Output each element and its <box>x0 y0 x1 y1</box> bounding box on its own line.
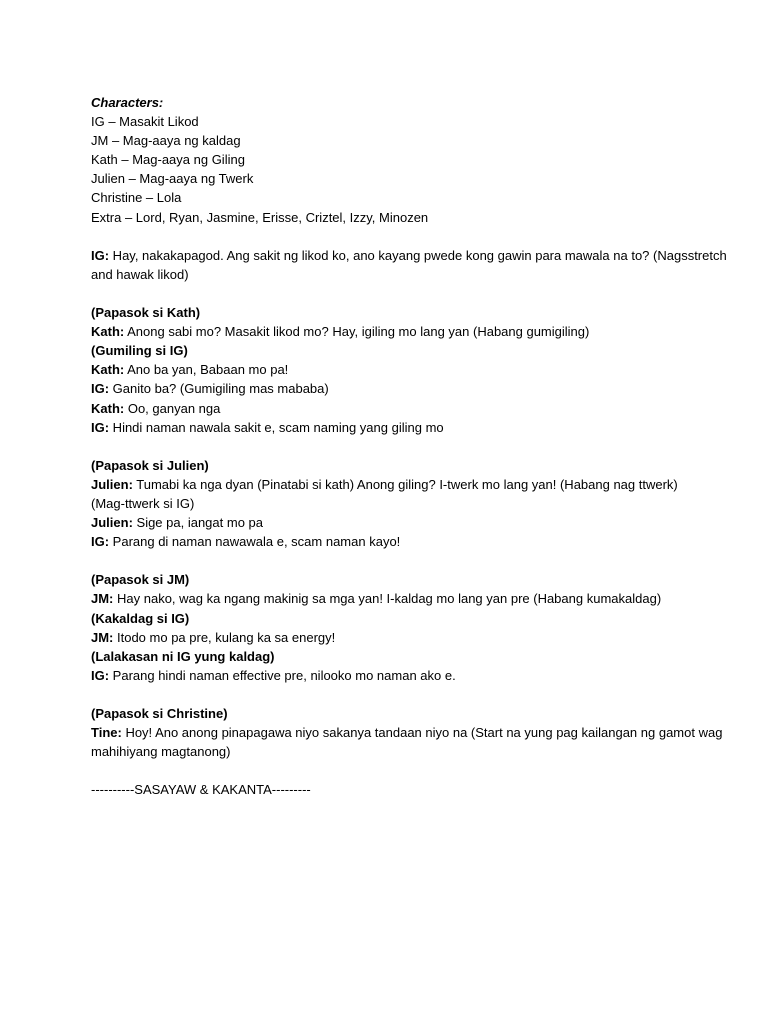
dialogue-line <box>91 666 731 685</box>
dialogue-text: Hay, nakakapagod. Ang sakit ng likod ko, ano kayang pwede kong gawin para mawala na to? (Nagsstretch and hawak likod) <box>91 247 727 282</box>
stage-direction: (Gumiling si IG) <box>91 343 188 359</box>
dialogue-line <box>91 399 731 418</box>
spacer <box>91 284 731 303</box>
character-entry: Kath – Mag-aaya ng Giling <box>91 152 245 168</box>
dialogue-line <box>91 246 731 284</box>
stage-direction: (Papasok si JM) <box>91 572 190 588</box>
speaker-name: IG: <box>91 419 110 435</box>
speaker-name: Julien: <box>91 476 133 492</box>
character-list <box>91 112 731 227</box>
speaker-name: Kath: <box>91 324 125 340</box>
dialogue-line <box>91 418 731 437</box>
dialogue-line <box>91 475 731 494</box>
stage-direction: (Papasok si Christine) <box>91 706 228 721</box>
speaker-name: IG: <box>91 534 110 550</box>
dialogue-text: Oo, ganyan nga <box>124 400 221 416</box>
speaker-name: JM: <box>91 591 114 607</box>
character-entry: Julien – Mag-aaya ng Twerk <box>91 171 254 187</box>
dialogue-line <box>91 513 731 532</box>
dialogue-line <box>91 628 731 647</box>
speaker-name: Julien: <box>91 515 133 531</box>
dialogue-line <box>91 379 731 398</box>
dialogue-line <box>91 532 731 551</box>
character-entry: JM – Mag-aaya ng kaldag <box>91 133 241 149</box>
dialogue-line <box>91 322 731 341</box>
characters-heading: Characters: <box>91 95 164 110</box>
dialogue-text: Hoy! Ano anong pinapagawa niyo sakanya tandaan niyo na (Start na yung pag kailangan ng gamot wag mahihiyang magtanong) <box>91 725 723 760</box>
spacer <box>91 551 731 570</box>
document-page <box>91 93 731 799</box>
dialogue-text: Anong sabi mo? Masakit likod mo? Hay, igiling mo lang yan (Habang gumigiling) <box>124 324 590 340</box>
dialogue-text: Parang hindi naman effective pre, nilooko mo naman ako e. <box>109 667 456 683</box>
dialogue-text: Ganito ba? (Gumigiling mas mababa) <box>109 381 329 397</box>
stage-direction: (Kakaldag si IG) <box>91 610 190 626</box>
speaker-name: Kath: <box>91 362 125 378</box>
stage-direction: (Lalakasan ni IG yung kaldag) <box>91 648 275 664</box>
speaker-name: Kath: <box>91 400 125 416</box>
speaker-name: Tine: <box>91 725 122 741</box>
dialogue-text: Sige pa, iangat mo pa <box>132 515 263 531</box>
spacer <box>91 437 731 456</box>
speaker-name: JM: <box>91 629 114 645</box>
stage-direction: (Papasok si Kath) <box>91 305 201 321</box>
dialogue-text: Itodo mo pa pre, kulang ka sa energy! <box>113 629 336 645</box>
dialogue-line <box>91 589 731 608</box>
script-body <box>91 246 731 800</box>
dialogue-text: Hindi naman nawala sakit e, scam naming yang giling mo <box>109 419 444 435</box>
speaker-name: IG: <box>91 667 110 683</box>
dialogue-text: Tumabi ka nga dyan (Pinatabi si kath) Anong giling? I-twerk mo lang yan! (Habang nag ttwerk) <box>132 476 678 492</box>
speaker-name: IG: <box>91 381 110 397</box>
dialogue-line <box>91 723 731 761</box>
plain-line: ----------SASAYAW & KAKANTA--------- <box>91 782 311 798</box>
character-entry: Extra – Lord, Ryan, Jasmine, Erisse, Criztel, Izzy, Minozen <box>91 209 429 225</box>
character-entry: IG – Masakit Likod <box>91 114 199 130</box>
dialogue-text: Hay nako, wag ka ngang makinig sa mga yan! I-kaldag mo lang yan pre (Habang kumakaldag) <box>113 591 662 607</box>
plain-line: (Mag-ttwerk si IG) <box>91 495 195 511</box>
dialogue-text: Ano ba yan, Babaan mo pa! <box>124 362 289 378</box>
character-entry: Christine – Lola <box>91 190 182 206</box>
dialogue-line <box>91 360 731 379</box>
dialogue-text: Parang di naman nawawala e, scam naman kayo! <box>109 534 401 550</box>
spacer <box>91 685 731 704</box>
speaker-name: IG: <box>91 247 110 263</box>
spacer <box>91 227 731 246</box>
spacer <box>91 761 731 780</box>
stage-direction: (Papasok si Julien) <box>91 457 209 473</box>
